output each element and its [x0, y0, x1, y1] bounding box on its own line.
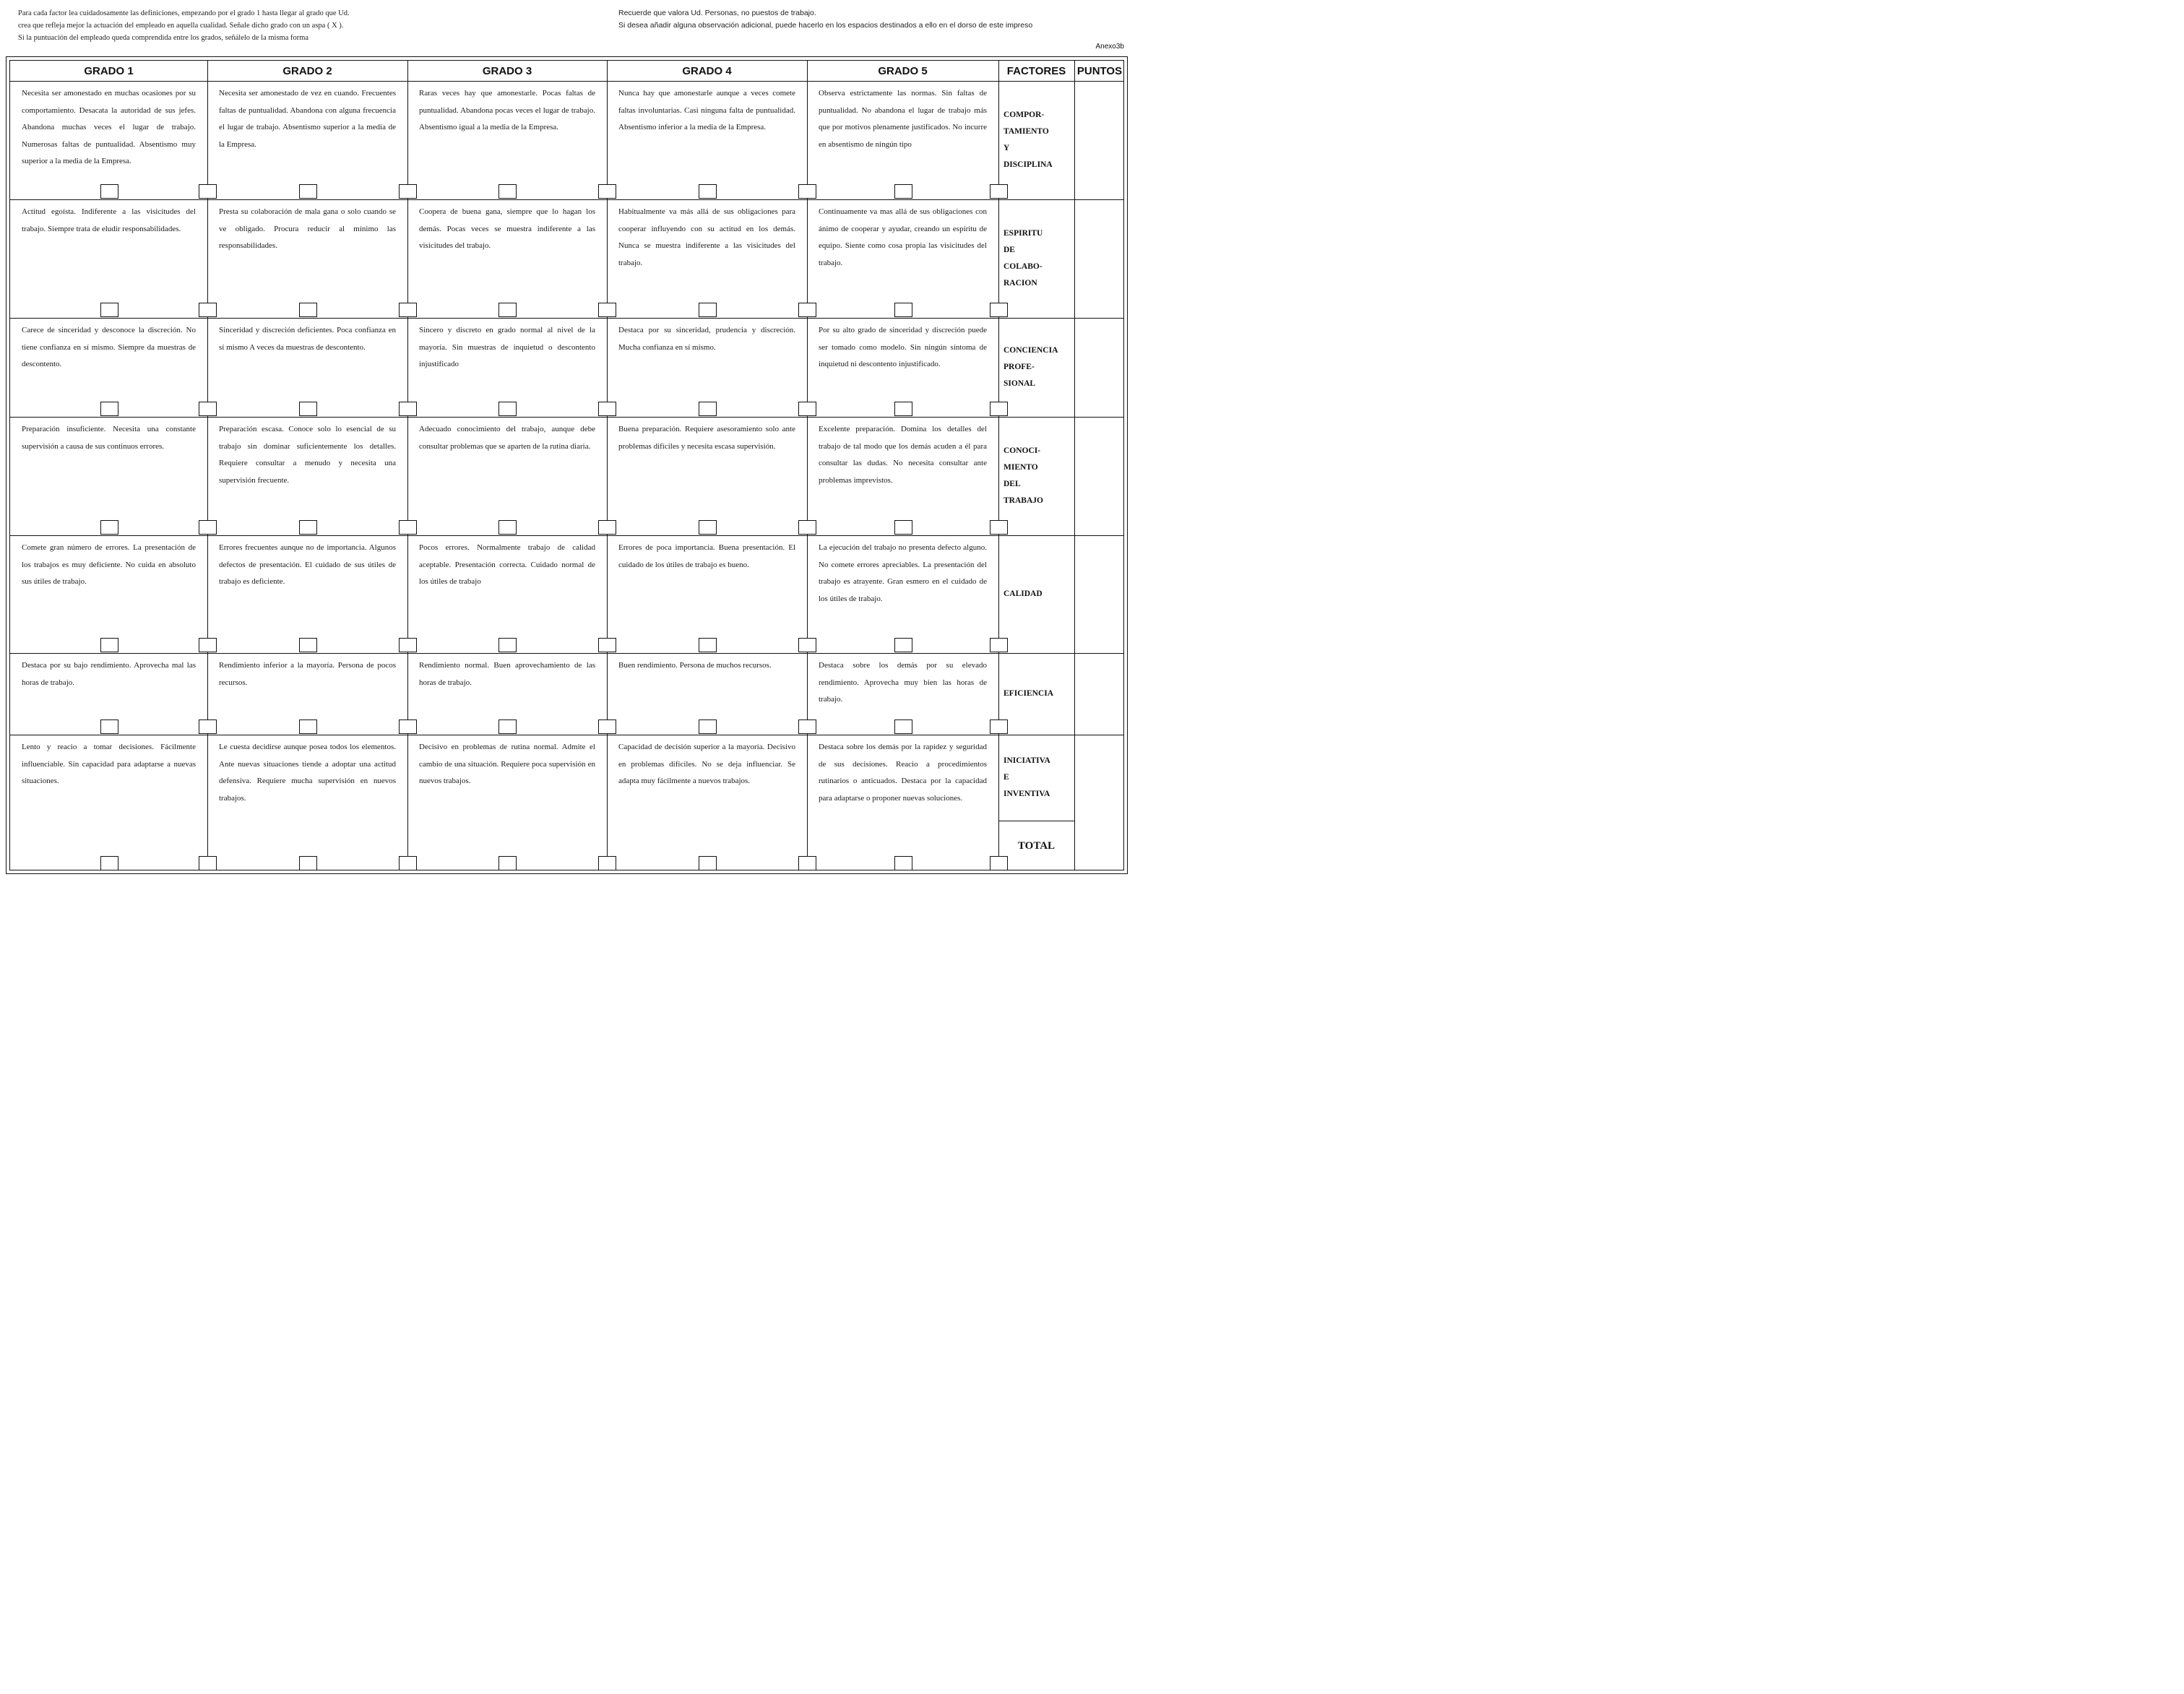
- grade-checkbox[interactable]: [990, 303, 1008, 317]
- grade-checkbox[interactable]: [399, 402, 417, 416]
- grade-checkbox[interactable]: [798, 402, 816, 416]
- grade-checkbox[interactable]: [894, 184, 912, 199]
- factor-label: [998, 653, 1074, 735]
- grade-description: Raras veces hay que amonestarle. Pocas faltas de puntualidad. Abandona pocas veces el lugar de trabajo. Absentismo igual a la media de la Empresa.: [419, 89, 595, 132]
- grade-description: Excelente preparación. Domina los detalles del trabajo de tal modo que los demás acuden a él para consultar las dudas. No necesita consultar ante problemas imprevistos.: [819, 425, 987, 485]
- grade-checkbox[interactable]: [100, 402, 118, 416]
- grade-description: Sincero y discreto en grado normal al nivel de la mayoría. Sin muestras de inquietud o descontento injustificado: [419, 326, 595, 369]
- factor-label: [998, 417, 1074, 535]
- grade-checkbox[interactable]: [894, 402, 912, 416]
- grade-checkbox[interactable]: [498, 520, 517, 535]
- grade-checkbox[interactable]: [798, 520, 816, 535]
- grade-checkbox[interactable]: [100, 520, 118, 535]
- factor-label-line: CONCIENCIA: [1003, 345, 1058, 355]
- factor-label: [998, 318, 1074, 417]
- grade-checkbox[interactable]: [699, 184, 717, 199]
- grade-description: Destaca sobre los demás por su elevado rendimiento. Aprovecha muy bien las horas de trabajo.: [819, 661, 987, 704]
- grade-description: Habitualmente va más allá de sus obligaciones para cooperar influyendo con su actitud en los demás. Nunca se muestra indiferente a las visicitudes del trabajo.: [618, 207, 795, 267]
- factor-label: [998, 735, 1074, 821]
- factor-label-line: INVENTIVA: [1003, 790, 1050, 799]
- grade-description: Rendimiento normal. Buen aprovechamiento de las horas de trabajo.: [419, 661, 595, 687]
- grade-checkbox[interactable]: [894, 719, 912, 734]
- grade-checkbox[interactable]: [699, 520, 717, 535]
- grade-checkbox[interactable]: [798, 856, 816, 870]
- grade-checkbox[interactable]: [299, 638, 317, 652]
- grade-checkbox[interactable]: [598, 856, 616, 870]
- row-divider: [10, 653, 1123, 654]
- grade-description: Decisivo en problemas de rutina normal. Admite el cambio de una situación. Requiere poca supervisión en nuevos trabajos.: [419, 743, 595, 786]
- grade-checkbox[interactable]: [399, 638, 417, 652]
- grade-checkbox[interactable]: [199, 638, 217, 652]
- grade-checkbox[interactable]: [990, 402, 1008, 416]
- grade-checkbox[interactable]: [399, 719, 417, 734]
- grade-description: Por su alto grado de sinceridad y discreción puede ser tomado como modelo. Sin ningún síntoma de inquietud ni descontento injustificado.: [819, 326, 987, 369]
- factor-label-line: INICIATIVA: [1003, 756, 1050, 765]
- evaluation-form: [6, 56, 1128, 874]
- factor-label-line: MIENTO: [1003, 462, 1038, 472]
- points-cell[interactable]: [1075, 82, 1125, 199]
- grade-description: Adecuado conocimiento del trabajo, aunque debe consultar problemas que se aparten de la rutina diaria.: [419, 425, 595, 451]
- grade-checkbox[interactable]: [299, 402, 317, 416]
- grade-checkbox[interactable]: [798, 638, 816, 652]
- factor-label-line: SIONAL: [1003, 379, 1036, 389]
- grade-checkbox[interactable]: [699, 402, 717, 416]
- grade-checkbox[interactable]: [798, 303, 816, 317]
- factor-label-line: E: [1003, 772, 1009, 782]
- grade-checkbox[interactable]: [299, 303, 317, 317]
- grade-checkbox[interactable]: [299, 856, 317, 870]
- grade-description: Sinceridad y discreción deficientes. Poca confianza en sí mismo A veces da muestras de descontento.: [219, 326, 396, 352]
- grade-checkbox[interactable]: [699, 719, 717, 734]
- grade-checkbox[interactable]: [699, 303, 717, 317]
- grade-checkbox[interactable]: [598, 303, 616, 317]
- grade-checkbox[interactable]: [199, 402, 217, 416]
- factor-label-line: EFICIENCIA: [1003, 688, 1054, 698]
- grade-checkbox[interactable]: [199, 184, 217, 199]
- grade-checkbox[interactable]: [299, 184, 317, 199]
- grade-description: Preparación escasa. Conoce solo lo esencial de su trabajo sin dominar suficientemente los detalles. Requiere consultar a menudo y necesita una supervisión frecuente.: [219, 425, 396, 485]
- grade-checkbox[interactable]: [498, 638, 517, 652]
- grade-checkbox[interactable]: [598, 402, 616, 416]
- factor-label-line: DISCIPLINA: [1003, 160, 1053, 170]
- grade-header: GRADO 3: [482, 64, 532, 77]
- grade-checkbox[interactable]: [299, 719, 317, 734]
- factor-label-line: TRABAJO: [1003, 496, 1043, 506]
- total-label: TOTAL: [1017, 840, 1056, 852]
- factor-label-line: CALIDAD: [1003, 589, 1043, 598]
- grade-checkbox[interactable]: [498, 719, 517, 734]
- factor-label-line: ESPIRITU: [1003, 228, 1043, 238]
- instruction-line: Si desea añadir alguna observación adicional, puede hacerlo en los espacios destinados a ello en el dorso de este impreso: [618, 21, 1033, 30]
- factor-label-line: COLABO-: [1003, 262, 1043, 271]
- grade-checkbox[interactable]: [199, 303, 217, 317]
- grade-checkbox[interactable]: [894, 638, 912, 652]
- grade-description: Actitud egoísta. Indiferente a las visicitudes del trabajo. Siempre trata de eludir responsabilidades.: [22, 207, 196, 233]
- grade-checkbox[interactable]: [399, 520, 417, 535]
- grade-checkbox[interactable]: [894, 303, 912, 317]
- grade-checkbox[interactable]: [699, 856, 717, 870]
- grade-description: Preparación insuficiente. Necesita una constante supervisión a causa de sus continuos errores.: [22, 425, 196, 451]
- row-divider: [10, 535, 1123, 536]
- grade-description: Nunca hay que amonestarle aunque a veces comete faltas involuntarias. Casi ninguna falta de puntualidad. Absentismo inferior a la media de la Empresa.: [618, 89, 795, 132]
- points-header: PUNTOS: [1076, 64, 1123, 77]
- grade-description: Buena preparación. Requiere asesoramiento solo ante problemas difíciles y necesita escasa supervisión.: [618, 425, 795, 451]
- factor-label-line: DE: [1003, 245, 1015, 254]
- row-divider: [10, 417, 1123, 418]
- grade-description: Rendimiento inferior a la mayoría. Persona de pocos recursos.: [219, 661, 396, 687]
- grade-checkbox[interactable]: [990, 184, 1008, 199]
- points-cell[interactable]: [1075, 536, 1125, 653]
- grade-description: Carece de sinceridad y desconoce la discreción. No tiene confianza en sí mismo. Siempre da muestras de descontento.: [22, 326, 196, 369]
- factor-label-line: Y: [1003, 144, 1010, 152]
- instruction-line: Para cada factor lea cuidadosamente las definiciones, empezando por el grado 1 hasta llegar al grado que Ud.: [18, 9, 350, 17]
- factor-label-line: DEL: [1003, 480, 1021, 488]
- grade-checkbox[interactable]: [199, 856, 217, 870]
- grade-checkbox[interactable]: [199, 719, 217, 734]
- grade-checkbox[interactable]: [498, 402, 517, 416]
- factors-header: FACTORES: [1006, 64, 1066, 77]
- grade-checkbox[interactable]: [990, 719, 1008, 734]
- grade-checkbox[interactable]: [199, 520, 217, 535]
- grade-checkbox[interactable]: [399, 856, 417, 870]
- grade-checkbox[interactable]: [399, 184, 417, 199]
- factor-label-line: PROFE-: [1003, 362, 1035, 371]
- grade-description: Errores frecuentes aunque no de importancia. Algunos defectos de presentación. El cuidado de sus útiles de trabajo es deficiente.: [219, 543, 396, 587]
- grade-checkbox[interactable]: [100, 638, 118, 652]
- instructions-right: [618, 7, 1032, 32]
- grade-description: Continuamente va mas allá de sus obligaciones con ánimo de cooperar y ayudar, creando un espíritu de equipo. Siente como cosa propia las visicitudes del trabajo.: [819, 207, 987, 267]
- grade-checkbox[interactable]: [100, 856, 118, 870]
- factor-label: [998, 81, 1074, 199]
- factor-label-line: TAMIENTO: [1003, 126, 1049, 136]
- grade-header: GRADO 4: [682, 64, 732, 77]
- grade-checkbox[interactable]: [498, 184, 517, 199]
- grade-checkbox[interactable]: [100, 719, 118, 734]
- grade-description: Presta su colaboración de mala gana o solo cuando se ve obligado. Procura reducir al mínimo las responsabilidades.: [219, 207, 396, 251]
- grade-checkbox[interactable]: [498, 856, 517, 870]
- grade-description: Necesita ser amonestado en muchas ocasiones por su comportamiento. Desacata la autoridad de sus jefes. Abandona muchas veces el lugar de trabajo. Numerosas faltas de puntualidad. Absentismo muy superior a la media de la Empresa.: [22, 89, 196, 166]
- factor-label: [998, 199, 1074, 318]
- points-cell[interactable]: [1075, 200, 1125, 318]
- grade-checkbox[interactable]: [100, 184, 118, 199]
- grade-checkbox[interactable]: [598, 719, 616, 734]
- grade-checkbox[interactable]: [990, 520, 1008, 535]
- grade-description: Destaca por su sinceridad, prudencia y discreción. Mucha confianza en sí mismo.: [618, 326, 795, 352]
- factor-label: [998, 535, 1074, 653]
- evaluation-grid: [9, 60, 1124, 870]
- factor-label-line: RACION: [1003, 279, 1037, 288]
- row-divider: [10, 199, 1123, 200]
- grade-checkbox[interactable]: [990, 638, 1008, 652]
- grade-description: Comete gran número de errores. La presentación de los trabajos es muy deficiente. No cuida en absoluto sus útiles de trabajo.: [22, 543, 196, 587]
- points-cell[interactable]: [1075, 418, 1125, 535]
- grade-header: GRADO 1: [84, 64, 134, 77]
- grade-description: Buen rendimiento. Persona de muchos recursos.: [618, 661, 772, 670]
- grade-checkbox[interactable]: [894, 856, 912, 870]
- grade-header: GRADO 2: [282, 64, 332, 77]
- points-cell[interactable]: [1075, 654, 1125, 735]
- grade-checkbox[interactable]: [798, 184, 816, 199]
- grade-description: Errores de poca importancia. Buena presentación. El cuidado de los útiles de trabajo es bueno.: [618, 543, 795, 569]
- grade-description: Capacidad de decisión superior a la mayoría. Decisivo en problemas difíciles. No se deja influenciar. Se adapta muy fácilmente a nuevos trabajos.: [618, 743, 795, 786]
- row-divider: [10, 81, 1123, 82]
- grade-description: Destaca por su bajo rendimiento. Aprovecha mal las horas de trabajo.: [22, 661, 196, 687]
- grade-checkbox[interactable]: [299, 520, 317, 535]
- grade-checkbox[interactable]: [598, 638, 616, 652]
- grade-checkbox[interactable]: [100, 303, 118, 317]
- instruction-line: crea que refleja mejor la actuación del empleado en aquella cualidad. Señale dicho grado con un aspa ( X ).: [18, 22, 344, 30]
- grade-checkbox[interactable]: [894, 520, 912, 535]
- points-cell[interactable]: [1075, 319, 1125, 417]
- grade-description: Observa estrictamente las normas. Sin faltas de puntualidad. No abandona el lugar de trabajo más que por motivos plenamente justificados. No incurre en absentismo de ningún tipo: [819, 89, 987, 149]
- grade-description: Lento y reacio a tomar decisiones. Fácilmente influenciable. Sin capacidad para adaptarse a nuevas situaciones.: [22, 743, 196, 786]
- factor-label-line: CONOCI-: [1003, 446, 1041, 455]
- row-divider: [10, 318, 1123, 319]
- instruction-line: Recuerde que valora Ud. Personas, no puestos de trabajo.: [618, 9, 816, 17]
- grade-checkbox[interactable]: [598, 520, 616, 535]
- grade-checkbox[interactable]: [399, 303, 417, 317]
- grade-description: Le cuesta decidirse aunque posea todos los elementos. Ante nuevas situaciones tiende a adoptar una actitud defensiva. Requiere mucha supervisión en nuevos trabajos.: [219, 743, 396, 803]
- grade-checkbox[interactable]: [699, 638, 717, 652]
- grade-header: GRADO 5: [878, 64, 928, 77]
- grade-checkbox[interactable]: [498, 303, 517, 317]
- grade-description: Pocos errores. Normalmente trabajo de calidad aceptable. Presentación correcta. Cuidado normal de los útiles de trabajo: [419, 543, 595, 587]
- grade-description: Coopera de buena gana, siempre que lo hagan los demás. Pocas veces se muestra indiferente a las visicitudes del trabajo.: [419, 207, 595, 251]
- instruction-line: Si la puntuación del empleado queda comprendida entre los grados, señálelo de la misma forma: [18, 34, 309, 42]
- points-cell[interactable]: [1075, 735, 1125, 871]
- annex-label: Anexo3b: [1095, 43, 1124, 51]
- grade-description: La ejecución del trabajo no presenta defecto alguno. No comete errores apreciables. La presentación del trabajo es atrayente. Gran esmero en el cuidado de los útiles de trabajo.: [819, 543, 987, 603]
- instructions-left: [18, 7, 350, 44]
- grade-description: Destaca sobre los demás por la rapidez y seguridad de sus decisiones. Reacio a procedimientos rutinarios o anticuados. Destaca por la capacidad para adaptarse o proponer nuevas soluciones.: [819, 743, 987, 803]
- grade-description: Necesita ser amonestado de vez en cuando. Frecuentes faltas de puntualidad. Abandona con alguna frecuencia el lugar de trabajo. Absentismo superior a la media de la Empresa.: [219, 89, 396, 149]
- grade-checkbox[interactable]: [598, 184, 616, 199]
- grade-checkbox[interactable]: [798, 719, 816, 734]
- factor-label-line: COMPOR-: [1003, 110, 1045, 119]
